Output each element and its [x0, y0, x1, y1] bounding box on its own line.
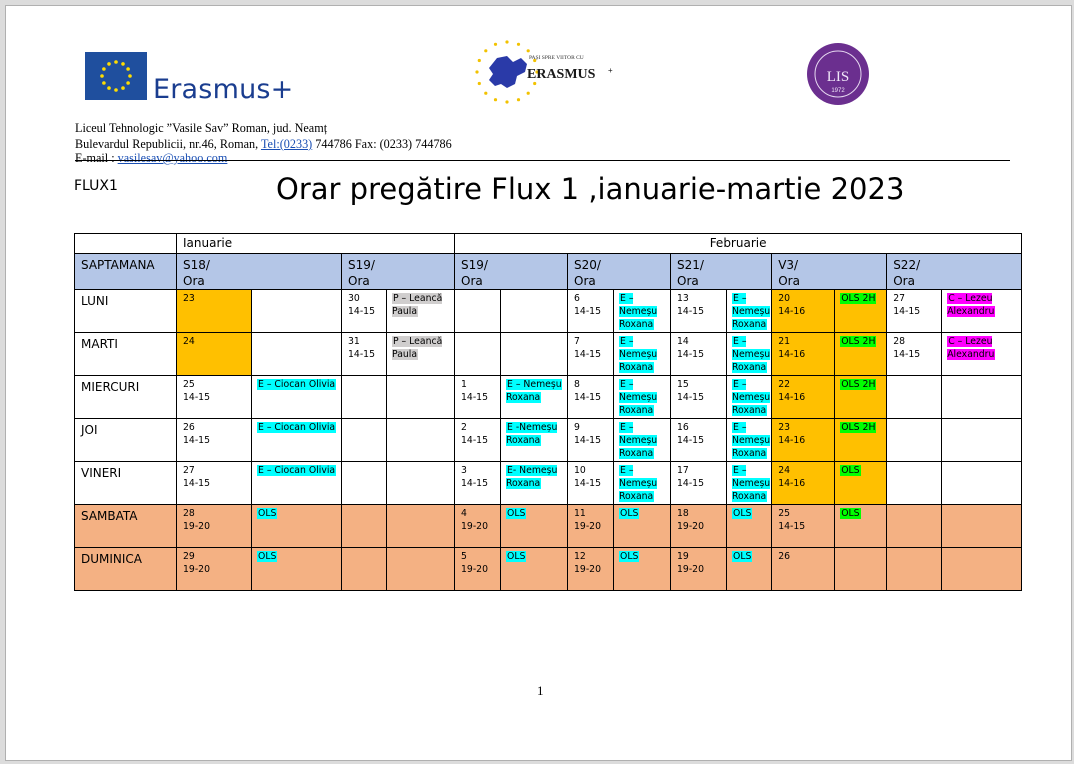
- date-cell: [568, 548, 614, 591]
- schedule-row: [75, 376, 1022, 419]
- date-cell: [671, 505, 727, 548]
- date-number: 28: [893, 336, 906, 347]
- week-s18-ora: Ora: [183, 274, 205, 288]
- hour-range: 19-20: [574, 564, 602, 575]
- teacher-label: OLS 2H: [841, 379, 876, 390]
- teacher-cell: [727, 333, 772, 376]
- date-number: 9: [574, 422, 580, 433]
- hour-range: 14-15: [183, 478, 211, 489]
- week-s18: [177, 254, 342, 290]
- teacher-label: OLS: [733, 508, 752, 519]
- hour-range: 14-15: [778, 521, 806, 532]
- date-number: 29: [183, 551, 195, 562]
- teacher-label: E – Nemeșu Roxana: [619, 422, 658, 459]
- date-cell: [177, 290, 252, 333]
- teacher-cell: [614, 290, 671, 333]
- schedule-row: [75, 419, 1022, 462]
- date-cell: [177, 376, 252, 419]
- teacher-label: E – Ciocan Olivia: [258, 379, 336, 390]
- teacher-cell: [501, 333, 568, 376]
- teacher-label: E – Nemeșu Roxana: [732, 293, 771, 330]
- teacher-cell: [387, 505, 455, 548]
- teacher-label: OLS 2H: [841, 336, 876, 347]
- teacher-label: OLS: [507, 508, 526, 519]
- date-cell: [887, 290, 942, 333]
- day-name: VINERI: [75, 462, 177, 505]
- date-cell: [671, 333, 727, 376]
- teacher-cell: [387, 462, 455, 505]
- svg-text:PAȘI SPRE VIITOR CU: PAȘI SPRE VIITOR CU: [529, 55, 584, 61]
- teacher-cell: [252, 462, 342, 505]
- date-cell: [772, 505, 835, 548]
- schedule-row: [75, 548, 1022, 591]
- teacher-cell: [614, 419, 671, 462]
- date-number: 21: [778, 336, 791, 347]
- date-cell: [887, 548, 942, 591]
- teacher-cell: [387, 333, 455, 376]
- date-number: 25: [778, 508, 791, 519]
- teacher-cell: [252, 376, 342, 419]
- teacher-cell: [835, 419, 887, 462]
- date-number: 8: [574, 379, 580, 390]
- hour-range: 14-15: [574, 435, 602, 446]
- teacher-label: E – Nemeșu Roxana: [619, 379, 658, 416]
- date-number: 20: [778, 293, 791, 304]
- week-s21: [671, 254, 772, 290]
- hour-range: 14-16: [778, 478, 806, 489]
- date-cell: [772, 290, 835, 333]
- date-number: 2: [461, 422, 467, 433]
- day-name: SAMBATA: [75, 505, 177, 548]
- date-cell: [772, 462, 835, 505]
- date-number: 19: [677, 551, 689, 562]
- teacher-cell: [252, 290, 342, 333]
- teacher-cell: [727, 548, 772, 591]
- date-cell: [568, 290, 614, 333]
- date-number: 12: [574, 551, 586, 562]
- teacher-cell: [835, 333, 887, 376]
- date-number: 18: [677, 508, 689, 519]
- teacher-label: P – Leancă Paula: [392, 293, 443, 317]
- hour-range: 14-15: [574, 392, 602, 403]
- address-line: [75, 137, 452, 152]
- hour-range: 14-15: [461, 392, 489, 403]
- month-row: [75, 234, 1022, 254]
- teacher-cell: [727, 419, 772, 462]
- svg-text:+: +: [608, 66, 613, 75]
- date-cell: [342, 333, 387, 376]
- date-cell: [177, 462, 252, 505]
- date-cell: [455, 548, 501, 591]
- teacher-label: OLS 2H: [841, 422, 876, 433]
- month-blank: [75, 234, 177, 254]
- teacher-label: E – Nemeșu Roxana: [732, 422, 771, 459]
- week-s21-name: S21/: [677, 258, 704, 272]
- date-cell: [772, 419, 835, 462]
- date-number: 23: [183, 293, 195, 304]
- teacher-label: OLS: [258, 508, 277, 519]
- teacher-cell: [942, 419, 1022, 462]
- date-cell: [342, 376, 387, 419]
- week-s20-ora: Ora: [574, 274, 596, 288]
- erasmus-plus-logo-text: Erasmus+: [153, 74, 294, 105]
- teacher-label: E – Nemeșu Roxana: [732, 379, 771, 416]
- week-s19b-ora: Ora: [461, 274, 483, 288]
- teacher-cell: [727, 505, 772, 548]
- hour-range: 19-20: [574, 521, 602, 532]
- month-ianuarie: Ianuarie: [177, 234, 455, 254]
- date-cell: [455, 462, 501, 505]
- date-number: 7: [574, 336, 580, 347]
- date-cell: [455, 290, 501, 333]
- flux-label: FLUX1: [74, 178, 118, 194]
- date-cell: [568, 419, 614, 462]
- svg-text:1972: 1972: [831, 88, 845, 94]
- teacher-label: OLS: [620, 508, 639, 519]
- teacher-label: OLS: [733, 551, 752, 562]
- teacher-cell: [835, 548, 887, 591]
- date-cell: [671, 462, 727, 505]
- date-cell: [671, 290, 727, 333]
- hour-range: 14-15: [574, 478, 602, 489]
- hour-range: 14-15: [461, 435, 489, 446]
- week-s19b-name: S19/: [461, 258, 488, 272]
- teacher-cell: [942, 290, 1022, 333]
- teacher-cell: [835, 505, 887, 548]
- teacher-cell: [252, 419, 342, 462]
- date-cell: [342, 462, 387, 505]
- hour-range: 14-15: [677, 349, 705, 360]
- day-name: MIERCURI: [75, 376, 177, 419]
- teacher-cell: [501, 376, 568, 419]
- date-number: 11: [574, 508, 586, 519]
- email-link[interactable]: vasilesav@yahoo.com: [117, 151, 228, 165]
- date-number: 27: [893, 293, 906, 304]
- date-number: 26: [183, 422, 195, 433]
- teacher-cell: [387, 290, 455, 333]
- teacher-label: E – Nemeșu Roxana: [619, 293, 658, 330]
- date-number: 10: [574, 465, 586, 476]
- page-number: 1: [537, 683, 544, 698]
- teacher-label: E- Nemeșu Roxana: [506, 465, 558, 489]
- week-s22-name: S22/: [893, 258, 921, 272]
- school-emblem-logo: [806, 42, 870, 106]
- hour-range: 14-15: [183, 435, 211, 446]
- teacher-label: OLS 2H: [841, 293, 876, 304]
- school-name-line: Liceul Tehnologic ”Vasile Sav” Roman, jud. Neamț: [75, 121, 328, 135]
- date-cell: [568, 505, 614, 548]
- teacher-cell: [942, 462, 1022, 505]
- date-cell: [342, 505, 387, 548]
- hour-range: 19-20: [461, 521, 489, 532]
- teacher-cell: [614, 505, 671, 548]
- date-cell: [568, 376, 614, 419]
- svg-text:LIS: LIS: [826, 69, 850, 85]
- teacher-cell: [727, 462, 772, 505]
- hour-range: 14-16: [778, 392, 806, 403]
- teacher-label: OLS: [507, 551, 526, 562]
- date-cell: [671, 419, 727, 462]
- teacher-cell: [387, 548, 455, 591]
- teacher-label: E – Nemeșu Roxana: [732, 465, 771, 502]
- hour-range: 14-16: [778, 435, 806, 446]
- teacher-label: E – Nemeșu Roxana: [732, 336, 771, 373]
- phone-fax-text: 744786 Fax: (0233) 744786: [312, 137, 452, 151]
- week-s20-name: S20/: [574, 258, 601, 272]
- hour-range: 19-20: [183, 564, 211, 575]
- email-label: E-mail :: [75, 151, 118, 165]
- week-label: SAPTAMANA: [75, 254, 177, 290]
- date-cell: [455, 333, 501, 376]
- hour-range: 14-15: [348, 349, 376, 360]
- teacher-label: OLS: [258, 551, 277, 562]
- date-cell: [455, 376, 501, 419]
- date-cell: [772, 333, 835, 376]
- hour-range: 14-15: [677, 306, 705, 317]
- date-number: 24: [778, 465, 791, 476]
- phone-link[interactable]: Tel:(0233): [260, 137, 313, 151]
- week-s22: [887, 254, 1022, 290]
- week-s19-jan: [342, 254, 455, 290]
- date-cell: [887, 376, 942, 419]
- day-name: MARTI: [75, 333, 177, 376]
- teacher-cell: [942, 333, 1022, 376]
- day-name: DUMINICA: [75, 548, 177, 591]
- schedule-row: [75, 290, 1022, 333]
- date-cell: [177, 505, 252, 548]
- schedule-row: [75, 333, 1022, 376]
- hour-range: 14-15: [677, 392, 705, 403]
- teacher-label: E – Nemeșu Roxana: [506, 379, 562, 403]
- date-number: 23: [778, 422, 791, 433]
- date-cell: [568, 462, 614, 505]
- date-number: 13: [677, 293, 689, 304]
- teacher-cell: [501, 505, 568, 548]
- hour-range: 14-15: [348, 306, 376, 317]
- date-number: 26: [778, 551, 791, 562]
- hour-range: 19-20: [183, 521, 211, 532]
- teacher-cell: [252, 548, 342, 591]
- teacher-cell: [252, 505, 342, 548]
- week-v3: [772, 254, 887, 290]
- date-cell: [568, 333, 614, 376]
- date-number: 24: [183, 336, 195, 347]
- teacher-cell: [501, 462, 568, 505]
- teacher-cell: [835, 290, 887, 333]
- teacher-label: E – Nemeșu Roxana: [619, 465, 658, 502]
- date-cell: [671, 548, 727, 591]
- teacher-label: C – Lezeu Alexandru: [947, 293, 995, 317]
- teacher-cell: [252, 333, 342, 376]
- hour-range: 19-20: [677, 564, 705, 575]
- week-s22-ora: Ora: [893, 274, 915, 288]
- date-number: 3: [461, 465, 467, 476]
- teacher-cell: [501, 419, 568, 462]
- hour-range: 14-15: [677, 478, 705, 489]
- teacher-label: C – Lezeu Alexandru: [947, 336, 995, 360]
- week-s19-name: S19/: [348, 258, 375, 272]
- date-cell: [887, 333, 942, 376]
- teacher-cell: [835, 462, 887, 505]
- hour-range: 14-15: [183, 392, 211, 403]
- week-s20: [568, 254, 671, 290]
- date-number: 16: [677, 422, 689, 433]
- date-cell: [887, 462, 942, 505]
- teacher-cell: [835, 376, 887, 419]
- week-s21-ora: Ora: [677, 274, 699, 288]
- date-number: 27: [183, 465, 195, 476]
- date-cell: [772, 376, 835, 419]
- hour-range: 14-15: [461, 478, 489, 489]
- week-v3-name: V3/: [778, 258, 799, 272]
- week-header-row: [75, 254, 1022, 290]
- teacher-cell: [387, 419, 455, 462]
- date-number: 17: [677, 465, 689, 476]
- teacher-cell: [727, 290, 772, 333]
- schedule-row: [75, 505, 1022, 548]
- teacher-label: E -Nemeșu Roxana: [506, 422, 558, 446]
- month-februarie: Februarie: [455, 234, 1022, 254]
- erasmus-map-logo: [467, 38, 617, 106]
- date-number: 30: [348, 293, 360, 304]
- date-cell: [177, 548, 252, 591]
- page-title: Orar pregătire Flux 1 ,ianuarie-martie 2023: [276, 172, 905, 206]
- hour-range: 14-15: [574, 349, 602, 360]
- teacher-cell: [614, 462, 671, 505]
- svg-text:ERASMUS: ERASMUS: [527, 67, 596, 82]
- date-number: 5: [461, 551, 467, 562]
- hour-range: 14-15: [893, 349, 921, 360]
- date-cell: [887, 505, 942, 548]
- hour-range: 19-20: [677, 521, 705, 532]
- date-cell: [177, 333, 252, 376]
- teacher-cell: [614, 376, 671, 419]
- teacher-label: P – Leancă Paula: [392, 336, 443, 360]
- schedule-row: [75, 462, 1022, 505]
- date-cell: [177, 419, 252, 462]
- teacher-cell: [387, 376, 455, 419]
- teacher-cell: [614, 548, 671, 591]
- teacher-label: OLS: [841, 465, 860, 476]
- teacher-cell: [942, 376, 1022, 419]
- teacher-cell: [501, 290, 568, 333]
- date-number: 15: [677, 379, 689, 390]
- teacher-label: E – Ciocan Olivia: [258, 422, 336, 433]
- date-number: 28: [183, 508, 195, 519]
- address-text: Bulevardul Republicii, nr.46, Roman,: [75, 137, 261, 151]
- date-cell: [887, 419, 942, 462]
- teacher-cell: [942, 505, 1022, 548]
- week-s19-ora: Ora: [348, 274, 370, 288]
- teacher-cell: [614, 333, 671, 376]
- date-number: 6: [574, 293, 580, 304]
- hour-range: 14-16: [778, 349, 806, 360]
- date-number: 4: [461, 508, 467, 519]
- teacher-label: OLS: [841, 508, 860, 519]
- week-s18-name: S18/: [183, 258, 210, 272]
- week-s19-feb: [455, 254, 568, 290]
- date-number: 14: [677, 336, 689, 347]
- date-cell: [455, 419, 501, 462]
- hour-range: 14-15: [677, 435, 705, 446]
- hour-range: 19-20: [461, 564, 489, 575]
- date-cell: [671, 376, 727, 419]
- hour-range: 14-16: [778, 306, 806, 317]
- date-cell: [772, 548, 835, 591]
- date-number: 22: [778, 379, 791, 390]
- email-line: [75, 151, 227, 166]
- day-name: JOI: [75, 419, 177, 462]
- date-cell: [455, 505, 501, 548]
- header-rule: [75, 160, 1010, 161]
- eu-flag-logo: [85, 52, 147, 100]
- teacher-label: OLS: [620, 551, 639, 562]
- date-cell: [342, 290, 387, 333]
- schedule-table: [74, 233, 1022, 591]
- teacher-cell: [727, 376, 772, 419]
- teacher-cell: [942, 548, 1022, 591]
- teacher-cell: [501, 548, 568, 591]
- teacher-label: E – Nemeșu Roxana: [619, 336, 658, 373]
- day-name: LUNI: [75, 290, 177, 333]
- date-number: 1: [461, 379, 467, 390]
- teacher-label: E – Ciocan Olivia: [258, 465, 336, 476]
- hour-range: 14-15: [574, 306, 602, 317]
- date-number: 25: [183, 379, 195, 390]
- date-cell: [342, 419, 387, 462]
- week-v3-ora: Ora: [778, 274, 800, 288]
- hour-range: 14-15: [893, 306, 921, 317]
- date-cell: [342, 548, 387, 591]
- date-number: 31: [348, 336, 360, 347]
